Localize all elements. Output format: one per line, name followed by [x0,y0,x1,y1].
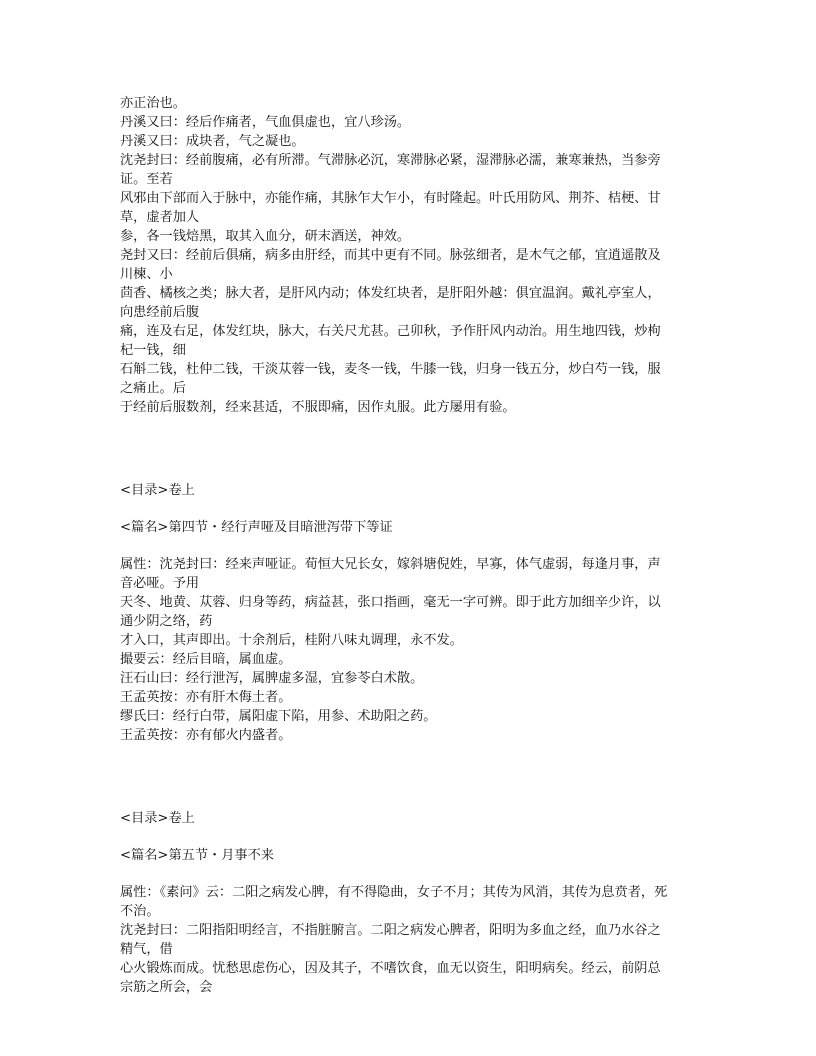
text-line: 精气，借 [120,942,173,957]
text-line: 沈尧封曰：经前腹痛，必有所滞。气滞脉必沉，寒滞脉必紧，湿滞脉必濡，兼寒兼热，当参旁 [120,153,661,168]
text-line: 沈尧封曰：二阳指阳明经言，不指脏腑言。二阳之病发心脾者，阳明为多血之经，血乃水谷之 [120,923,661,938]
spacer [120,537,704,555]
text-line: 之痛止。后 [120,381,186,396]
text-line: 丹溪又曰：成块者，气之凝也。 [120,134,305,149]
text-line: 属性：沈尧封曰：经来声哑证。荀恒大兄长女，嫁斜塘倪姓，早寡，体气虚弱，每逢月事，声 [120,557,661,572]
text-line: 证。至若 [120,172,173,187]
text-line: 不治。 [120,904,160,919]
text-line: 石斛二钱，杜仲二钱，干淡苁蓉一钱，麦冬一钱，牛膝一钱，归身一钱五分，炒白芍一钱，服 [120,362,661,377]
spacer [120,500,704,518]
text-line: 尧封又曰：经前后俱痛，病多由肝经，而其中更有不同。脉弦细者，是木气之郁，宜逍遥散及 [120,248,661,263]
text-line: 属性：《素问》云：二阳之病发心脾，有不得隐曲，女子不月；其传为风消，其传为息贲者，死 [120,885,668,900]
document-page [120,94,704,997]
text-line: 音必哑。予用 [120,576,200,591]
text-line: 宗筋之所会，会 [120,980,213,995]
spacer [120,828,704,846]
catalog-heading: <目录>卷上 [120,811,195,826]
text-line: 川楝、小 [120,267,173,282]
spacer [120,865,704,883]
text-line: 于经前后服数剂，经来甚适，不服即痛，因作丸服。此方屡用有验。 [120,400,516,415]
text-line: 王孟英按：亦有肝木侮土者。 [120,690,292,705]
text-line: 撮要云：经后目暗，属血虚。 [120,652,292,667]
text-line: 才入口，其声即出。十余剂后，桂附八味丸调理，永不发。 [120,633,463,648]
text-line: 心火锻炼而成。忧愁思虑伤心，因及其子，不嗜饮食，血无以资生，阳明病矣。经云，前阴总 [120,961,661,976]
section-1 [120,94,704,417]
text-line: 向患经前后腹 [120,305,200,320]
section-spacer [120,417,704,481]
text-line: 茴香、橘核之类；脉大者，是肝风内动；体发红块者，是肝阳外越：俱宜温润。戴礼亭室人， [120,286,661,301]
text-line: 天冬、地黄、苁蓉、归身等药，病益甚，张口指画，毫无一字可辨。即于此方加细辛少许，以 [120,595,661,610]
chapter-heading: <篇名>第五节・月事不来 [120,848,274,863]
catalog-heading: <目录>卷上 [120,483,195,498]
text-line: 草，虚者加人 [120,210,200,225]
text-line: 风邪由下部而入于脉中，亦能作痛，其脉乍大乍小，有时隆起。叶氏用防风、荆芥、桔梗、甘 [120,191,661,206]
text-line: 杞一钱，细 [120,343,186,358]
text-line: 丹溪又曰：经后作痛者，气血俱虚也，宜八珍汤。 [120,115,411,130]
text-line: 通少阴之络，药 [120,614,213,629]
text-line: 痛，连及右足，体发红块，脉大，右关尺尤甚。己卯秋，予作肝风内动治。用生地四钱，炒枸 [120,324,661,339]
section-spacer [120,745,704,809]
text-line: 亦正治也。 [120,96,186,111]
chapter-heading: <篇名>第四节・经行声哑及目暗泄泻带下等证 [120,520,393,535]
text-line: 缪氏曰：经行白带，属阳虚下陷，用参、术助阳之药。 [120,709,437,724]
section-2 [120,481,704,745]
text-line: 汪石山曰：经行泄泻，属脾虚多湿，宜参苓白术散。 [120,671,424,686]
text-line: 参，各一钱焙黑，取其入血分，研末酒送，神效。 [120,229,411,244]
section-3 [120,809,704,997]
text-line: 王孟英按：亦有郁火内盛者。 [120,728,292,743]
